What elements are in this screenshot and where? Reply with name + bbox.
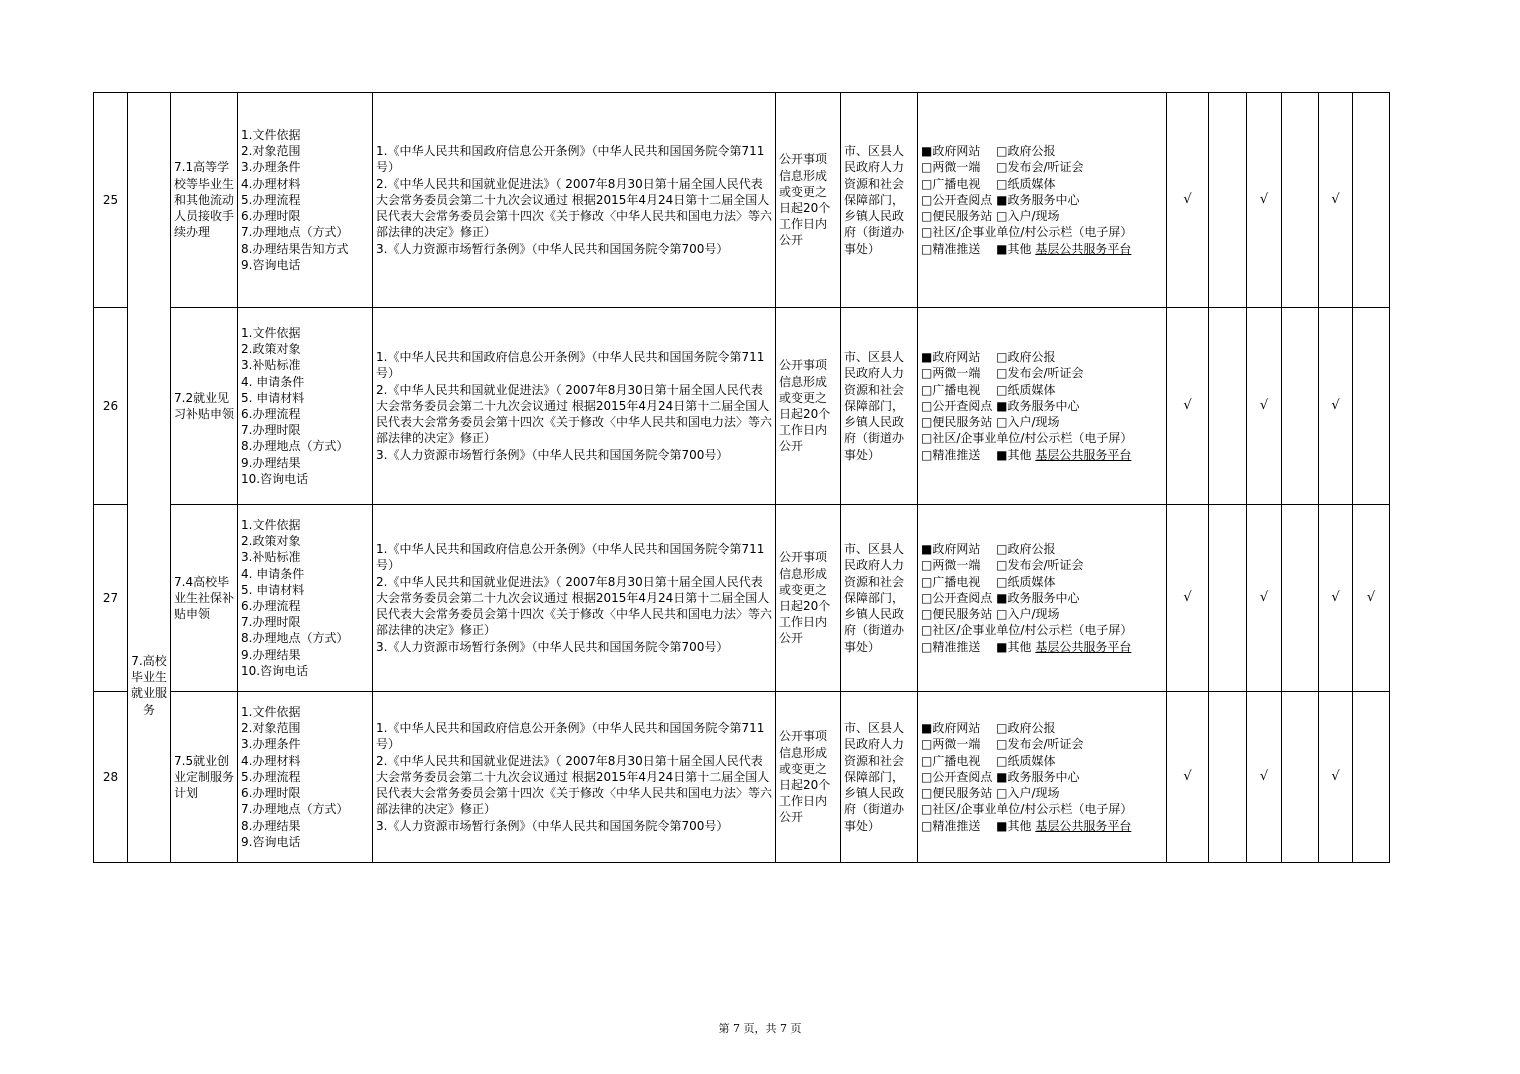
department: [841, 692, 918, 863]
basis-item: 3.《人力资源市场暂行条例》（中华人民共和国国务院令第700号）: [376, 447, 729, 462]
content-item: 5. 申请材料: [241, 390, 305, 405]
channel-item: □两微一端 □发布会/听证会: [921, 558, 1084, 573]
channel-item: □公开查阅点 ■政务服务中心: [921, 590, 1080, 605]
content-item: 7.办理地点（方式）: [241, 802, 349, 817]
item-name: [171, 308, 238, 505]
channel-other: 基层公共服务平台: [1035, 447, 1132, 462]
channel-item: □社区/企事业单位/村公示栏（电子屏）: [921, 431, 1133, 446]
channel-item: □公开查阅点 ■政务服务中心: [921, 192, 1080, 207]
check-cell: √: [1353, 505, 1390, 692]
basis-list: [373, 692, 776, 863]
table-row: [94, 308, 1390, 505]
department-text: 市、区县人民政府人力资源和社会保障部门，乡镇人民政府（街道办事处）: [844, 721, 905, 833]
content-item: 5.办理流程: [241, 769, 301, 784]
content-list: [238, 692, 373, 863]
channel-prefix: □精准推送 ■其他: [921, 447, 1036, 462]
check-cell: √: [1167, 308, 1209, 505]
channel-item: ■政府网站 □政府公报: [921, 542, 1056, 557]
check-cell: √: [1247, 308, 1282, 505]
channel-item: [921, 447, 1163, 463]
row-number: 25: [94, 93, 128, 308]
check-cell: [1282, 505, 1319, 692]
time-limit-text: 公开事项信息形成或变更之日起20个工作日内公开: [779, 729, 831, 825]
channel-list: [918, 93, 1167, 308]
table-row: [94, 505, 1390, 692]
content-item: 6.办理流程: [241, 599, 301, 613]
check-cell: √: [1247, 505, 1282, 692]
content-item: 8.办理结果告知方式: [241, 241, 349, 256]
check-cell: √: [1319, 93, 1353, 308]
content-item: 6.办理流程: [241, 407, 301, 421]
basis-item: 1.《中华人民共和国政府信息公开条例》（中华人民共和国国务院令第711号）: [376, 144, 765, 175]
basis-item: 1.《中华人民共和国政府信息公开条例》（中华人民共和国国务院令第711号）: [376, 350, 765, 381]
channel-item: □广播电视 □纸质媒体: [921, 176, 1056, 191]
channel-other: 基层公共服务平台: [1035, 818, 1132, 833]
channel-other: 基层公共服务平台: [1035, 639, 1132, 654]
channel-item: □广播电视 □纸质媒体: [921, 382, 1056, 397]
basis-list: [373, 308, 776, 505]
check-cell: √: [1319, 692, 1353, 863]
check-cell: [1282, 308, 1319, 505]
item-name: [171, 505, 238, 692]
content-item: 5.办理流程: [241, 192, 301, 207]
department: [841, 308, 918, 505]
channel-item: □广播电视 □纸质媒体: [921, 753, 1056, 768]
channel-item: □两微一端 □发布会/听证会: [921, 160, 1084, 175]
content-item: 3.办理条件: [241, 737, 301, 752]
department: [841, 505, 918, 692]
check-cell: √: [1247, 93, 1282, 308]
content-item: 7.办理地点（方式）: [241, 225, 349, 240]
check-cell: √: [1167, 93, 1209, 308]
basis-item: 1.《中华人民共和国政府信息公开条例》（中华人民共和国国务院令第711号）: [376, 721, 765, 752]
content-item: 8.办理地点（方式）: [241, 631, 349, 646]
content-item: 2.对象范围: [241, 144, 301, 159]
content-item: 5. 申请材料: [241, 582, 305, 597]
content-list: [238, 308, 373, 505]
channel-item: □便民服务站 □入户/现场: [921, 415, 1060, 430]
time-limit-text: 公开事项信息形成或变更之日起20个工作日内公开: [779, 358, 831, 454]
basis-item: 1.《中华人民共和国政府信息公开条例》（中华人民共和国国务院令第711号）: [376, 542, 765, 573]
content-item: 4.办理材料: [241, 176, 301, 191]
content-item: 8.办理结果: [241, 818, 301, 833]
channel-list: [918, 505, 1167, 692]
channel-other: 基层公共服务平台: [1035, 241, 1132, 256]
basis-item: 3.《人力资源市场暂行条例》（中华人民共和国国务院令第700号）: [376, 639, 729, 654]
time-limit-text: 公开事项信息形成或变更之日起20个工作日内公开: [779, 550, 831, 646]
channel-item: □广播电视 □纸质媒体: [921, 574, 1056, 589]
channel-item: □便民服务站 □入户/现场: [921, 786, 1060, 801]
row-number: 26: [94, 308, 128, 505]
check-cell: √: [1167, 692, 1209, 863]
item-name-text: 7.4高校毕业生社保补贴申领: [174, 574, 235, 622]
check-cell: √: [1319, 505, 1353, 692]
channel-prefix: □精准推送 ■其他: [921, 818, 1036, 833]
content-item: 1.文件依据: [241, 705, 301, 720]
item-name-text: 7.5就业创业定制服务计划: [174, 753, 235, 801]
department: [841, 93, 918, 308]
content-item: 9.咨询电话: [241, 834, 301, 849]
row-number: 27: [94, 505, 128, 692]
content-item: 3.补贴标准: [241, 358, 301, 373]
category-cell: [128, 93, 171, 863]
check-cell: [1353, 93, 1390, 308]
basis-list: [373, 93, 776, 308]
channel-item: □社区/企事业单位/村公示栏（电子屏）: [921, 225, 1133, 240]
check-cell: [1353, 308, 1390, 505]
channel-list: [918, 308, 1167, 505]
time-limit: [776, 505, 841, 692]
time-limit: [776, 308, 841, 505]
check-cell: [1209, 505, 1247, 692]
basis-item: 2.《中华人民共和国就业促进法》（ 2007年8月30日第十届全国人民代表大会常务委员会第二十九次会议通过 根据2015年4月24日第十二届全国人民代表大会常务委员会第十四次《关于修改〈中华人民共和国电力法〉等六部法律的决定》修正）: [376, 574, 773, 638]
content-item: 3.补贴标准: [241, 550, 301, 565]
content-item: 9.办理结果: [241, 455, 301, 470]
content-item: 2.政策对象: [241, 342, 301, 357]
basis-item: 2.《中华人民共和国就业促进法》（ 2007年8月30日第十届全国人民代表大会常务委员会第二十九次会议通过 根据2015年4月24日第十二届全国人民代表大会常务委员会第十四次《关于修改〈中华人民共和国电力法〉等六部法律的决定》修正）: [376, 382, 773, 446]
item-name: [171, 692, 238, 863]
channel-list: [918, 692, 1167, 863]
content-item: 2.政策对象: [241, 534, 301, 549]
content-item: 10.咨询电话: [241, 663, 309, 678]
channel-item: □社区/企事业单位/村公示栏（电子屏）: [921, 802, 1133, 817]
content-item: 7.办理时限: [241, 423, 301, 438]
content-item: 1.文件依据: [241, 128, 301, 143]
basis-item: 3.《人力资源市场暂行条例》（中华人民共和国国务院令第700号）: [376, 241, 729, 256]
check-cell: [1282, 692, 1319, 863]
time-limit-text: 公开事项信息形成或变更之日起20个工作日内公开: [779, 152, 831, 248]
time-limit: [776, 692, 841, 863]
disclosure-table: [93, 92, 1390, 863]
channel-item: ■政府网站 □政府公报: [921, 350, 1056, 365]
channel-item: [921, 241, 1163, 257]
content-item: 2.对象范围: [241, 721, 301, 736]
department-text: 市、区县人民政府人力资源和社会保障部门，乡镇人民政府（街道办事处）: [844, 350, 905, 462]
content-item: 6.办理时限: [241, 786, 301, 801]
channel-prefix: □精准推送 ■其他: [921, 639, 1036, 654]
basis-item: 3.《人力资源市场暂行条例》（中华人民共和国国务院令第700号）: [376, 818, 729, 833]
content-item: 3.办理条件: [241, 160, 301, 175]
content-list: [238, 505, 373, 692]
content-item: 4. 申请条件: [241, 374, 305, 389]
basis-item: 2.《中华人民共和国就业促进法》（ 2007年8月30日第十届全国人民代表大会常务委员会第二十九次会议通过 根据2015年4月24日第十二届全国人民代表大会常务委员会第十四次《关于修改〈中华人民共和国电力法〉等六部法律的决定》修正）: [376, 176, 773, 240]
table-row: [94, 93, 1390, 308]
check-cell: √: [1319, 308, 1353, 505]
channel-item: □公开查阅点 ■政务服务中心: [921, 398, 1080, 413]
content-item: 4.办理材料: [241, 753, 301, 768]
content-item: 6.办理时限: [241, 209, 301, 224]
channel-item: □公开查阅点 ■政务服务中心: [921, 769, 1080, 784]
content-item: 9.咨询电话: [241, 257, 301, 272]
channel-item: ■政府网站 □政府公报: [921, 721, 1056, 736]
content-item: 1.文件依据: [241, 325, 301, 340]
item-name-text: 7.1高等学校等毕业生和其他流动人员接收手续办理: [174, 160, 235, 240]
time-limit: [776, 93, 841, 308]
item-name-text: 7.2就业见习补贴申领: [174, 390, 235, 421]
channel-item: [921, 818, 1163, 834]
item-name: [171, 93, 238, 308]
content-item: 1.文件依据: [241, 517, 301, 532]
basis-item: 2.《中华人民共和国就业促进法》（ 2007年8月30日第十届全国人民代表大会常务委员会第二十九次会议通过 根据2015年4月24日第十二届全国人民代表大会常务委员会第十四次《关于修改〈中华人民共和国电力法〉等六部法律的决定》修正）: [376, 753, 773, 817]
content-item: 4. 申请条件: [241, 566, 305, 581]
check-cell: [1209, 308, 1247, 505]
channel-prefix: □精准推送 ■其他: [921, 241, 1036, 256]
table-row: [94, 692, 1390, 863]
department-text: 市、区县人民政府人力资源和社会保障部门，乡镇人民政府（街道办事处）: [844, 542, 905, 654]
channel-item: □便民服务站 □入户/现场: [921, 209, 1060, 224]
channel-item: □两微一端 □发布会/听证会: [921, 366, 1084, 381]
department-text: 市、区县人民政府人力资源和社会保障部门，乡镇人民政府（街道办事处）: [844, 144, 905, 256]
category-label: 7.高校毕业生就业服务: [131, 654, 168, 717]
basis-list: [373, 505, 776, 692]
channel-item: □便民服务站 □入户/现场: [921, 607, 1060, 622]
check-cell: [1353, 692, 1390, 863]
content-item: 8.办理地点（方式）: [241, 439, 349, 454]
content-item: 10.咨询电话: [241, 471, 309, 486]
page-footer: 第 7 页，共 7 页: [718, 1022, 802, 1035]
channel-item: [921, 639, 1163, 655]
check-cell: [1209, 692, 1247, 863]
channel-item: □社区/企事业单位/村公示栏（电子屏）: [921, 623, 1133, 638]
content-item: 7.办理时限: [241, 615, 301, 630]
check-cell: [1209, 93, 1247, 308]
check-cell: √: [1167, 505, 1209, 692]
row-number: 28: [94, 692, 128, 863]
check-cell: [1282, 93, 1319, 308]
content-list: [238, 93, 373, 308]
channel-item: ■政府网站 □政府公报: [921, 144, 1056, 159]
check-cell: √: [1247, 692, 1282, 863]
content-item: 9.办理结果: [241, 647, 301, 662]
channel-item: □两微一端 □发布会/听证会: [921, 737, 1084, 752]
